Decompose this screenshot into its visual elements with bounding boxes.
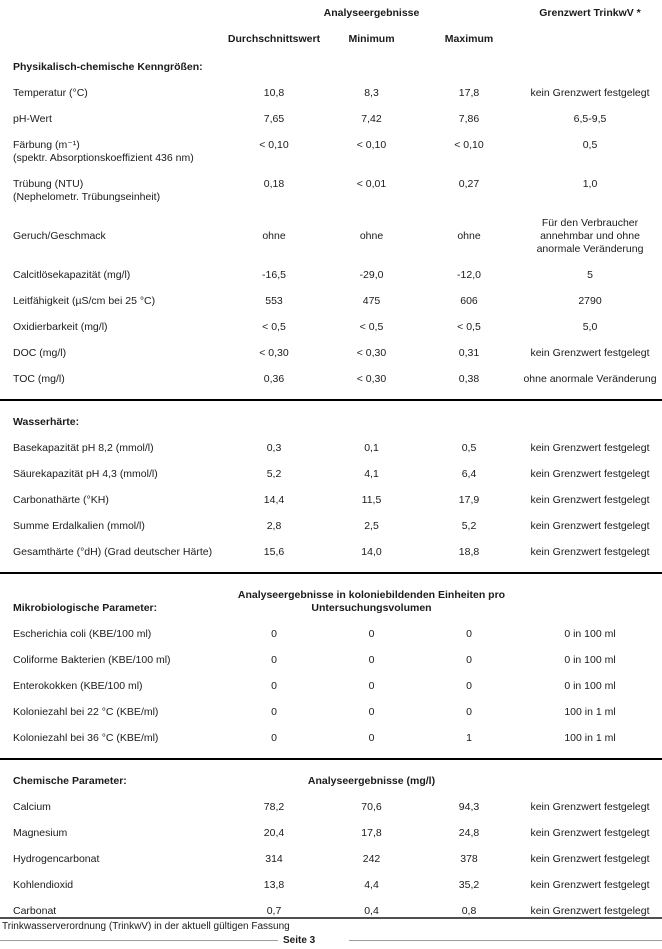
analyseergebnisse-header: Analyseergebnisse — [323, 7, 420, 19]
min-value: 11,5 — [361, 494, 382, 506]
col-header-durchschnittswert: Durchschnittswert — [227, 33, 321, 45]
min-value: 4,4 — [364, 879, 379, 891]
section-subheader-line: Untersuchungsvolumen — [311, 602, 432, 614]
min-value: < 0,30 — [356, 347, 387, 359]
limit-value: 0 in 100 ml — [564, 680, 616, 692]
min-value: 70,6 — [361, 801, 382, 813]
avg-value: < 0,5 — [262, 321, 286, 333]
min-value: 17,8 — [361, 827, 382, 839]
limit-value — [518, 217, 662, 256]
max-value: 35,2 — [458, 879, 480, 891]
param-label-cell — [0, 178, 225, 204]
table-row — [0, 347, 662, 360]
min-value: 2,5 — [364, 520, 379, 532]
table-row — [0, 295, 662, 308]
column-header-row — [0, 33, 662, 46]
min-value: 4,1 — [364, 468, 379, 480]
table-row — [0, 373, 662, 386]
min-value: -29,0 — [359, 269, 384, 281]
param-label: pH-Wert — [13, 113, 52, 125]
page-rule-left — [0, 940, 278, 941]
section-subheader — [225, 589, 518, 615]
avg-value: 0 — [271, 732, 277, 744]
limit-value: kein Grenzwert festgelegt — [530, 905, 650, 917]
table-row — [0, 520, 662, 533]
param-label-cell — [0, 706, 225, 719]
max-value: 0,27 — [458, 178, 480, 190]
max-value: 17,9 — [458, 494, 480, 506]
table-row — [0, 853, 662, 866]
param-label-cell — [0, 879, 225, 892]
param-label: Summe Erdalkalien (mmol/l) — [13, 520, 145, 532]
max-value: 0,31 — [458, 347, 480, 359]
section-subheader — [225, 775, 518, 788]
table-row — [0, 178, 662, 204]
avg-value: 0 — [271, 654, 277, 666]
limit-value: 100 in 1 ml — [564, 732, 616, 744]
limit-value: kein Grenzwert festgelegt — [530, 494, 650, 506]
limit-value-line: annehmbar und ohne — [540, 230, 640, 242]
section-title: Chemische Parameter: — [13, 775, 127, 787]
limit-value: kein Grenzwert festgelegt — [530, 801, 650, 813]
min-value: 0 — [368, 654, 375, 666]
param-label: TOC (mg/l) — [13, 373, 65, 385]
param-label-cell — [0, 853, 225, 866]
section-header-row — [0, 589, 662, 615]
page-number: Seite 3 — [283, 935, 316, 946]
table-row — [0, 879, 662, 892]
avg-value: 314 — [265, 853, 283, 865]
table-row — [0, 139, 662, 165]
avg-value: 0,36 — [263, 373, 285, 385]
table-row — [0, 546, 662, 559]
limit-value: 100 in 1 ml — [564, 706, 616, 718]
param-label-cell — [0, 546, 225, 559]
min-value: < 0,5 — [359, 321, 384, 333]
limit-value: kein Grenzwert festgelegt — [530, 853, 650, 865]
min-value: 0 — [368, 732, 375, 744]
header-spacer — [0, 33, 225, 46]
table-row — [0, 654, 662, 667]
limit-value: kein Grenzwert festgelegt — [530, 520, 650, 532]
param-label: Calcium — [13, 801, 51, 813]
param-label-cell — [0, 269, 225, 282]
table-row — [0, 827, 662, 840]
max-value: 24,8 — [458, 827, 480, 839]
min-value: 0,4 — [364, 905, 379, 917]
table-row — [0, 732, 662, 745]
param-label: Gesamthärte (°dH) (Grad deutscher Härte) — [13, 546, 213, 558]
table-row — [0, 494, 662, 507]
param-label: Enterokokken (KBE/100 ml) — [13, 680, 143, 692]
max-value: 17,8 — [458, 87, 480, 99]
param-label-cell — [0, 628, 225, 641]
limit-value: 1,0 — [582, 178, 598, 190]
max-value: 7,86 — [458, 113, 480, 125]
limit-value: kein Grenzwert festgelegt — [530, 347, 650, 359]
table-row — [0, 706, 662, 719]
max-value: 5,2 — [461, 520, 477, 532]
table-row — [0, 113, 662, 126]
param-label: Geruch/Geschmack — [13, 230, 106, 242]
param-label-cell — [0, 827, 225, 840]
limit-value: kein Grenzwert festgelegt — [530, 827, 650, 839]
page-number-bar — [0, 935, 662, 949]
avg-value: 78,2 — [263, 801, 285, 813]
param-label-subline: (Nephelometr. Trübungseinheit) — [13, 191, 161, 203]
limit-value: kein Grenzwert festgelegt — [530, 546, 650, 558]
param-label-cell — [0, 654, 225, 667]
param-label: Carbonathärte (°KH) — [13, 494, 109, 506]
param-label: Carbonat — [13, 905, 57, 917]
param-label-cell — [0, 113, 225, 126]
param-label: Leitfähigkeit (µS/cm bei 25 °C) — [13, 295, 156, 307]
param-label-cell — [0, 468, 225, 481]
min-value: 0,1 — [364, 442, 379, 454]
min-value: < 0,30 — [356, 373, 387, 385]
section-subheader-line: Analyseergebnisse in koloniebildenden Einheiten pro — [237, 589, 506, 601]
section-header-row — [0, 775, 662, 788]
avg-value: 15,6 — [263, 546, 285, 558]
avg-value: < 0,10 — [259, 139, 289, 151]
min-value: 0 — [368, 706, 375, 718]
max-value: 378 — [460, 853, 478, 865]
table-row — [0, 801, 662, 814]
results-header-row — [0, 7, 662, 20]
max-value: 18,8 — [458, 546, 480, 558]
param-label: Säurekapazität pH 4,3 (mmol/l) — [13, 468, 158, 480]
avg-value: 0 — [271, 706, 277, 718]
limit-value: kein Grenzwert festgelegt — [530, 442, 650, 454]
section-title: Wasserhärte: — [13, 416, 80, 428]
col-header-maximum: Maximum — [444, 33, 494, 45]
min-value: 0 — [368, 680, 375, 692]
avg-value: 0,18 — [263, 178, 285, 190]
min-value: 8,3 — [364, 87, 379, 99]
limit-value: 2790 — [578, 295, 602, 307]
avg-value: < 0,30 — [259, 347, 289, 359]
param-label-cell — [0, 801, 225, 814]
param-label: Basekapazität pH 8,2 (mmol/l) — [13, 442, 154, 454]
limit-value: ohne anormale Veränderung — [523, 373, 657, 385]
param-label: Magnesium — [13, 827, 68, 839]
table-row — [0, 217, 662, 256]
param-label-cell — [0, 373, 225, 386]
section-title: Physikalisch-chemische Kenngrößen: — [13, 61, 203, 73]
limit-value: 6,5-9,5 — [573, 113, 607, 125]
avg-value: 14,4 — [263, 494, 285, 506]
param-label-subline: (spektr. Absorptionskoeffizient 436 nm) — [13, 152, 194, 164]
min-value: ohne — [359, 230, 384, 242]
param-label: Koloniezahl bei 22 °C (KBE/ml) — [13, 706, 159, 718]
max-value: 0 — [466, 680, 472, 692]
param-label: Escherichia coli (KBE/100 ml) — [13, 628, 152, 640]
limit-value: 0 in 100 ml — [564, 628, 616, 640]
min-value: 14,0 — [361, 546, 382, 558]
header-spacer — [518, 33, 662, 46]
param-label-cell — [0, 442, 225, 455]
max-value: 0,5 — [461, 442, 477, 454]
page-rule-right — [349, 940, 662, 941]
limit-value-line: anormale Veränderung — [536, 243, 644, 255]
param-label-cell — [0, 680, 225, 693]
min-value: 242 — [362, 853, 381, 865]
avg-value: 5,2 — [266, 468, 282, 480]
min-value: < 0,10 — [356, 139, 387, 151]
section-divider — [0, 572, 662, 574]
max-value: 0 — [466, 654, 472, 666]
max-value: < 0,5 — [457, 321, 481, 333]
table-row — [0, 321, 662, 334]
param-label-cell — [0, 87, 225, 100]
avg-value: ohne — [262, 230, 286, 242]
limit-value: 5 — [587, 269, 593, 281]
section-title: Mikrobiologische Parameter: — [13, 602, 158, 614]
table-row — [0, 269, 662, 282]
footnote-trinkwv: Trinkwasserverordnung (TrinkwV) in der aktuell gültigen Fassung — [2, 921, 290, 932]
limit-value: kein Grenzwert festgelegt — [530, 879, 650, 891]
results-table — [0, 61, 662, 918]
avg-value: 20,4 — [263, 827, 285, 839]
max-value: 0 — [466, 628, 472, 640]
param-label: Koloniezahl bei 36 °C (KBE/ml) — [13, 732, 159, 744]
param-label-cell — [0, 230, 225, 243]
avg-value: 7,65 — [263, 113, 285, 125]
param-label-cell — [0, 139, 225, 165]
max-value: < 0,10 — [454, 139, 484, 151]
param-label-cell — [0, 295, 225, 308]
limit-value: 0,5 — [582, 139, 598, 151]
header-spacer — [0, 7, 225, 20]
min-value: 7,42 — [361, 113, 382, 125]
param-label: Färbung (m⁻¹) — [13, 139, 80, 151]
param-label: Kohlendioxid — [13, 879, 74, 891]
min-value: 0 — [368, 628, 375, 640]
table-row — [0, 468, 662, 481]
table-row — [0, 87, 662, 100]
max-value: 94,3 — [458, 801, 480, 813]
avg-value: 0,7 — [266, 905, 282, 917]
avg-value: 0,3 — [266, 442, 282, 454]
param-label-cell — [0, 347, 225, 360]
param-label-cell — [0, 321, 225, 334]
max-value: 1 — [466, 732, 472, 744]
page-footer — [0, 917, 662, 949]
max-value: 6,4 — [461, 468, 477, 480]
min-value: 475 — [362, 295, 381, 307]
table-row — [0, 442, 662, 455]
col-header-minimum: Minimum — [348, 33, 395, 45]
limit-value: kein Grenzwert festgelegt — [530, 468, 650, 480]
avg-value: 13,8 — [263, 879, 285, 891]
max-value: ohne — [457, 230, 481, 242]
min-value: < 0,01 — [356, 178, 387, 190]
limit-value: 0 in 100 ml — [564, 654, 616, 666]
limit-value: 5,0 — [582, 321, 598, 333]
avg-value: 2,8 — [266, 520, 282, 532]
max-value: 0 — [466, 706, 472, 718]
param-label: Coliforme Bakterien (KBE/100 ml) — [13, 654, 171, 666]
param-label: Hydrogencarbonat — [13, 853, 100, 865]
param-label-cell — [0, 732, 225, 745]
max-value: 606 — [460, 295, 478, 307]
section-header-row — [0, 61, 662, 74]
avg-value: -16,5 — [262, 269, 286, 281]
section-header-row — [0, 416, 662, 429]
grenzwert-header: Grenzwert TrinkwV * — [539, 7, 641, 19]
avg-value: 0 — [271, 680, 277, 692]
limit-value: kein Grenzwert festgelegt — [530, 87, 650, 99]
limit-value-line: Für den Verbraucher — [541, 217, 639, 229]
section-divider — [0, 758, 662, 760]
avg-value: 0 — [271, 628, 277, 640]
param-label: Oxidierbarkeit (mg/l) — [13, 321, 108, 333]
avg-value: 553 — [265, 295, 283, 307]
section-divider — [0, 399, 662, 401]
table-row — [0, 628, 662, 641]
param-label: Calcitlösekapazität (mg/l) — [13, 269, 131, 281]
param-label: Temperatur (°C) — [13, 87, 88, 99]
max-value: 0,38 — [458, 373, 480, 385]
param-label: Trübung (NTU) — [13, 178, 84, 190]
avg-value: 10,8 — [263, 87, 285, 99]
param-label: DOC (mg/l) — [13, 347, 67, 359]
param-label-cell — [0, 494, 225, 507]
max-value: -12,0 — [457, 269, 481, 281]
section-subheader-line: Analyseergebnisse (mg/l) — [307, 775, 436, 787]
table-row — [0, 680, 662, 693]
max-value: 0,8 — [461, 905, 477, 917]
param-label-cell — [0, 520, 225, 533]
